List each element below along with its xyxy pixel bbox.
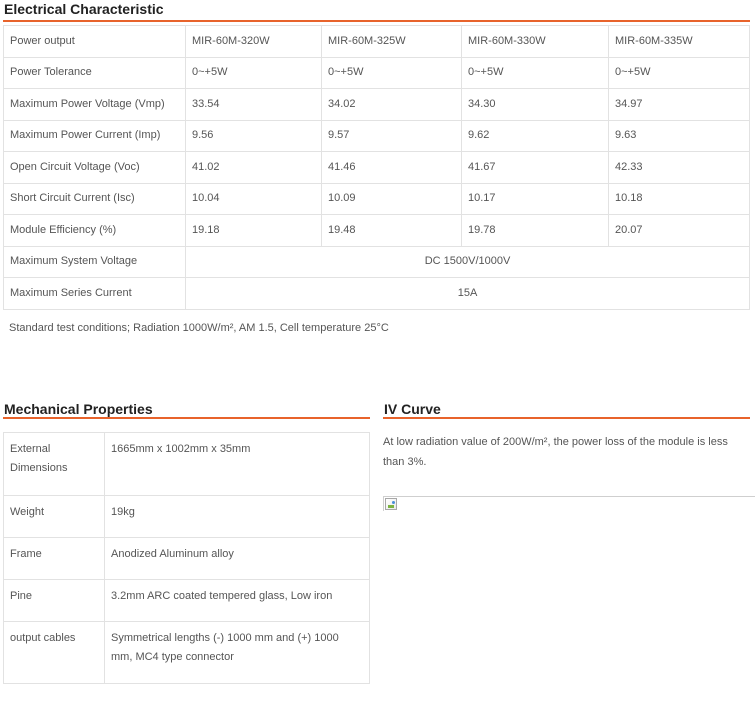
iv-curve-image <box>383 496 755 511</box>
cell-value: 34.97 <box>609 89 750 121</box>
mechanical-heading: Mechanical Properties <box>4 401 153 417</box>
row-label: Module Efficiency (%) <box>4 215 186 247</box>
table-row <box>4 152 750 184</box>
cell-value: 34.30 <box>462 89 609 121</box>
cell-value: 42.33 <box>609 152 750 184</box>
row-label: Open Circuit Voltage (Voc) <box>4 152 186 184</box>
electrical-table <box>3 25 750 310</box>
table-row <box>4 580 370 622</box>
cell-value: 0~+5W <box>186 57 322 89</box>
cell-value: 9.63 <box>609 120 750 152</box>
cell-value: 19.48 <box>322 215 462 247</box>
cell-value-spanning: DC 1500V/1000V <box>186 246 750 278</box>
row-label: External Dimensions <box>4 433 105 496</box>
cell-value: 9.56 <box>186 120 322 152</box>
row-label: Frame <box>4 538 105 580</box>
iv-curve-heading: IV Curve <box>384 401 441 417</box>
cell-value: 10.17 <box>462 183 609 215</box>
table-row <box>4 120 750 152</box>
cell-value: 41.67 <box>462 152 609 184</box>
cell-value: MIR-60M-325W <box>322 26 462 58</box>
cell-value: 1665mm x 1002mm x 35mm <box>105 433 370 496</box>
row-label: Power Tolerance <box>4 57 186 89</box>
table-row <box>4 246 750 278</box>
table-row <box>4 433 370 496</box>
electrical-heading: Electrical Characteristic <box>4 1 164 17</box>
table-row <box>4 215 750 247</box>
cell-value: Symmetrical lengths (-) 1000 mm and (+) 1000 mm, MC4 type connector <box>105 622 370 684</box>
cell-value: 0~+5W <box>462 57 609 89</box>
mechanical-heading-rule <box>3 417 370 419</box>
mechanical-table <box>3 432 370 684</box>
cell-value: 0~+5W <box>609 57 750 89</box>
row-label: Maximum Power Voltage (Vmp) <box>4 89 186 121</box>
table-row <box>4 538 370 580</box>
cell-value: 41.46 <box>322 152 462 184</box>
iv-curve-heading-rule <box>383 417 750 419</box>
cell-value: 19.18 <box>186 215 322 247</box>
row-label: Pine <box>4 580 105 622</box>
cell-value: 10.04 <box>186 183 322 215</box>
row-label: Maximum Power Current (Imp) <box>4 120 186 152</box>
row-label: Maximum Series Current <box>4 278 186 310</box>
row-label: Weight <box>4 496 105 538</box>
table-row <box>4 57 750 89</box>
row-label: Short Circuit Current (Isc) <box>4 183 186 215</box>
cell-value: 20.07 <box>609 215 750 247</box>
test-conditions-note: Standard test conditions; Radiation 1000W/m², AM 1.5, Cell temperature 25°C <box>9 322 389 334</box>
table-row <box>4 183 750 215</box>
cell-value: 41.02 <box>186 152 322 184</box>
row-label: Maximum System Voltage <box>4 246 186 278</box>
cell-value: 3.2mm ARC coated tempered glass, Low iron <box>105 580 370 622</box>
cell-value-spanning: 15A <box>186 278 750 310</box>
cell-value: 19kg <box>105 496 370 538</box>
broken-image-icon <box>385 498 397 510</box>
cell-value: 0~+5W <box>322 57 462 89</box>
table-row <box>4 89 750 121</box>
iv-curve-description: At low radiation value of 200W/m², the power loss of the module is less than 3%. <box>383 436 728 468</box>
cell-value: 33.54 <box>186 89 322 121</box>
cell-value: 19.78 <box>462 215 609 247</box>
cell-value: MIR-60M-335W <box>609 26 750 58</box>
cell-value: MIR-60M-330W <box>462 26 609 58</box>
table-row <box>4 26 750 58</box>
table-row <box>4 622 370 684</box>
table-row <box>4 278 750 310</box>
cell-value: 10.09 <box>322 183 462 215</box>
cell-value: 9.57 <box>322 120 462 152</box>
cell-value: 10.18 <box>609 183 750 215</box>
row-label: Power output <box>4 26 186 58</box>
cell-value: Anodized Aluminum alloy <box>105 538 370 580</box>
table-row <box>4 496 370 538</box>
cell-value: MIR-60M-320W <box>186 26 322 58</box>
electrical-heading-rule <box>3 20 750 22</box>
cell-value: 34.02 <box>322 89 462 121</box>
row-label: output cables <box>4 622 105 684</box>
cell-value: 9.62 <box>462 120 609 152</box>
